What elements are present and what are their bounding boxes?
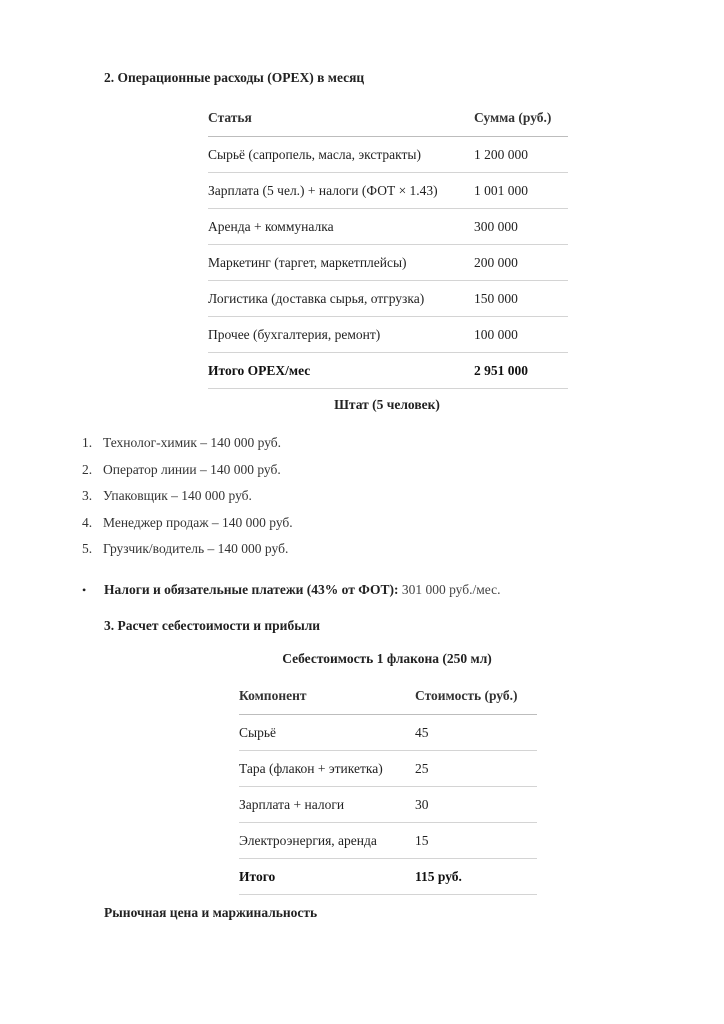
table-row <box>208 317 568 353</box>
column-header: Статья <box>208 100 474 137</box>
table-cell: 45 <box>415 715 537 751</box>
list-number: 5. <box>82 541 93 556</box>
list-item <box>82 460 293 487</box>
table-row <box>239 715 537 751</box>
table-cell: Итого <box>239 859 415 895</box>
table-cell: Итого OPEX/мес <box>208 353 474 389</box>
bullet-icon: • <box>82 583 87 597</box>
table-total-row <box>208 353 568 389</box>
table-cell: Аренда + коммуналка <box>208 209 474 245</box>
table-cell: Зарплата + налоги <box>239 787 415 823</box>
list-number: 2. <box>82 461 93 477</box>
list-item <box>82 513 293 540</box>
table-row <box>239 751 537 787</box>
list-item <box>82 433 293 460</box>
table-cell: Маркетинг (таргет, маркетплейсы) <box>208 245 474 281</box>
table-row <box>208 209 568 245</box>
table-cell: Сырьё (сапропель, масла, экстракты) <box>208 137 474 173</box>
table-cell: 25 <box>415 751 537 787</box>
staff-title: Штат (5 человек) <box>334 397 440 412</box>
section-3-heading: 3. Расчет себестоимости и прибыли <box>104 618 321 633</box>
table-total-row <box>239 859 537 895</box>
table-cell: Электроэнергия, аренда <box>239 823 415 859</box>
list-number: 4. <box>82 514 93 530</box>
market-heading: Рыночная цена и маржинальность <box>104 905 318 920</box>
list-item-text: Оператор линии – 140 000 руб. <box>103 461 281 477</box>
table-row <box>208 173 568 209</box>
list-item-text: Технолог-химик – 140 000 руб. <box>103 435 282 450</box>
table-header-row <box>208 100 568 137</box>
table-row <box>239 823 537 859</box>
table-cell: 2 951 000 <box>474 353 568 389</box>
taxes-label: Налоги и обязательные платежи (43% от ФОТ): <box>104 582 399 597</box>
table-cell: 1 200 000 <box>474 137 568 173</box>
table-cell: 200 000 <box>474 245 568 281</box>
section-2-heading: 2. Операционные расходы (OPEX) в месяц <box>104 70 365 85</box>
list-item <box>82 539 293 566</box>
list-item-text: Грузчик/водитель – 140 000 руб. <box>103 541 289 556</box>
table-cell: 30 <box>415 787 537 823</box>
taxes-value: 301 000 руб./мес. <box>401 582 501 597</box>
opex-table <box>208 100 568 389</box>
table-cell: 1 001 000 <box>474 173 568 209</box>
table-cell: Логистика (доставка сырья, отгрузка) <box>208 281 474 317</box>
taxes-line <box>104 582 500 598</box>
cost-table <box>239 678 537 895</box>
table-cell: 150 000 <box>474 281 568 317</box>
table-cell: 15 <box>415 823 537 859</box>
list-item-text: Упаковщик – 140 000 руб. <box>103 488 252 503</box>
table-cell: 115 руб. <box>415 859 537 895</box>
table-row <box>239 787 537 823</box>
table-row <box>208 281 568 317</box>
column-header: Стоимость (руб.) <box>415 678 537 715</box>
staff-list <box>82 433 293 566</box>
table-cell: 300 000 <box>474 209 568 245</box>
list-number: 3. <box>82 488 93 503</box>
table-cell: Зарплата (5 чел.) + налоги (ФОТ × 1.43) <box>208 173 474 209</box>
list-item <box>82 486 293 513</box>
column-header: Компонент <box>239 678 415 715</box>
table-header-row <box>239 678 537 715</box>
table-row <box>208 245 568 281</box>
table-cell: 100 000 <box>474 317 568 353</box>
table-cell: Сырьё <box>239 715 415 751</box>
list-number: 1. <box>82 435 93 450</box>
list-item-text: Менеджер продаж – 140 000 руб. <box>103 514 293 530</box>
table-cell: Прочее (бухгалтерия, ремонт) <box>208 317 474 353</box>
table-cell: Тара (флакон + этикетка) <box>239 751 415 787</box>
column-header: Сумма (руб.) <box>474 100 568 137</box>
cost-table-title: Себестоимость 1 флакона (250 мл) <box>282 651 492 666</box>
table-row <box>208 137 568 173</box>
